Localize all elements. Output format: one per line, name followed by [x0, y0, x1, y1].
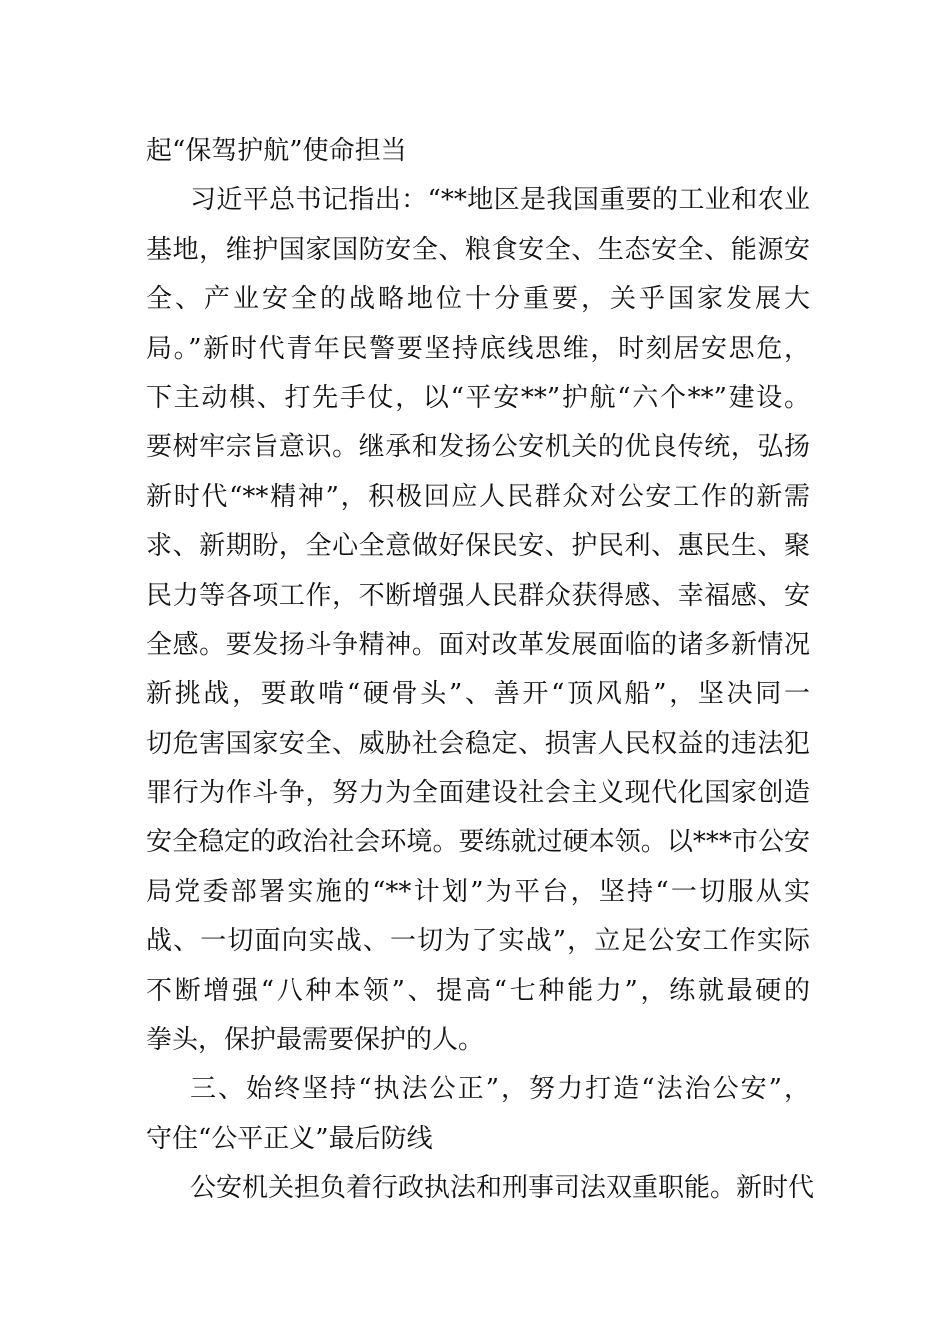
section-heading-line: 守住“公平正义”最后防线: [146, 1123, 433, 1154]
paragraph-line: 新时代“**精神”，积极回应人民群众对公安工作的新需: [146, 481, 810, 512]
paragraph-line: 局。”新时代青年民警要坚持底线思维，时刻居安思危，: [146, 333, 810, 364]
paragraph-line: 要树牢宗旨意识。继承和发扬公安机关的优良传统，弘扬: [146, 432, 810, 463]
paragraph-line: 全感。要发扬斗争精神。面对改革发展面临的诸多新情况: [146, 629, 810, 660]
paragraph-line: 不断增强“八种本领”、提高“七种能力”，练就最硬的: [146, 975, 810, 1006]
paragraph-line: 全、产业安全的战略地位十分重要，关乎国家发展大: [146, 284, 810, 315]
paragraph-line: 公安机关担负着行政执法和刑事司法双重职能。新时代: [190, 1173, 815, 1204]
body-text: [146, 127, 815, 1214]
heading-line-continuation: 起“保驾护航”使命担当: [146, 136, 407, 166]
paragraph-line: 安全稳定的政治社会环境。要练就过硬本领。以***市公安: [146, 827, 810, 858]
paragraph-line: 求、新期盼，全心全意做好保民安、护民利、惠民生、聚: [146, 531, 810, 562]
paragraph-line: 下主动棋、打先手仗，以“平安**”护航“六个**”建设。: [146, 382, 810, 413]
paragraph-line: 民力等各项工作，不断增强人民群众获得感、幸福感、安: [146, 580, 810, 611]
paragraph-line: 罪行为作斗争，努力为全面建设社会主义现代化国家创造: [146, 778, 810, 809]
paragraph-line: 局党委部署实施的“**计划”为平台，坚持“一切服从实: [146, 876, 810, 907]
paragraph-line: 拳头，保护最需要保护的人。: [146, 1025, 485, 1056]
paragraph-line: 切危害国家安全、威胁社会稳定、损害人民权益的违法犯: [146, 728, 810, 759]
paragraph-line: 新挑战，要敢啃“硬骨头”、善开“顶风船”，坚决同一: [146, 679, 810, 710]
paragraph-line: 战、一切面向实战、一切为了实战”，立足公安工作实际: [146, 926, 810, 957]
paragraph-line: 习近平总书记指出：“**地区是我国重要的工业和农业: [190, 185, 810, 216]
section-heading-line: 三、始终坚持“执法公正”，努力打造“法治公安”，: [190, 1074, 810, 1105]
paragraph-line: 基地，维护国家国防安全、粮食安全、生态安全、能源安: [146, 234, 810, 265]
